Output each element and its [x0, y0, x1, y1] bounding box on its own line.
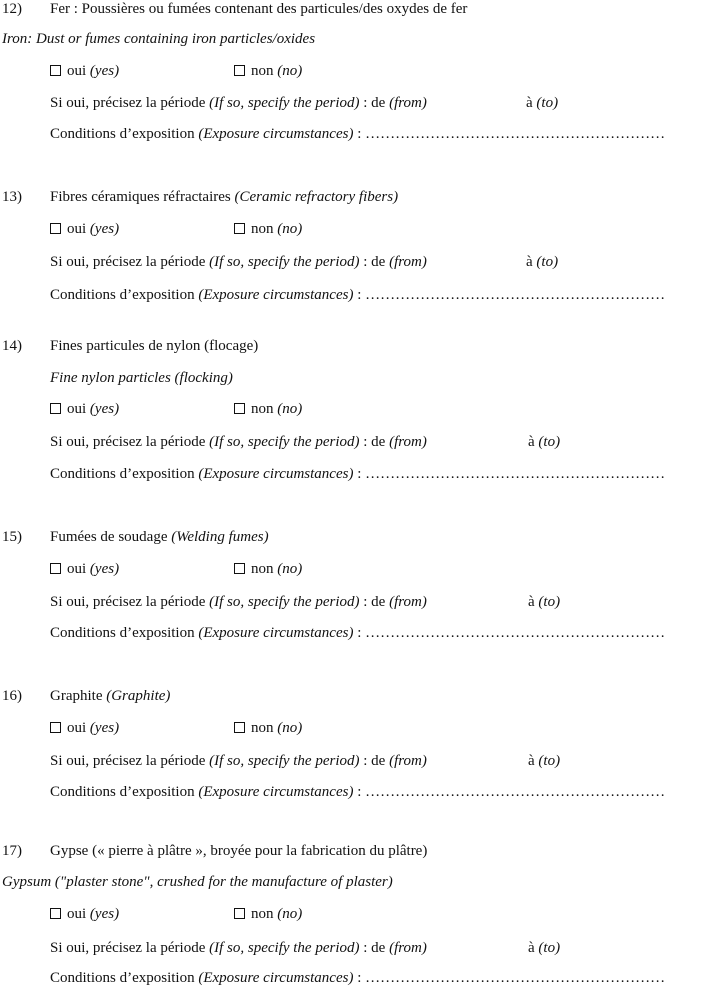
period-to[interactable]: à (to) [526, 95, 559, 111]
checkbox-yes[interactable] [50, 908, 61, 919]
item-number: 15) [2, 529, 22, 545]
item-title: Graphite (Graphite) [50, 688, 171, 704]
checkbox-yes[interactable] [50, 563, 61, 574]
period-to[interactable]: à (to) [526, 254, 559, 270]
yes-option[interactable]: oui (yes) [50, 220, 119, 238]
checkbox-yes[interactable] [50, 722, 61, 733]
conditions-line[interactable]: Conditions d’exposition (Exposure circumstances) : …………………………………………………… [50, 466, 666, 482]
conditions-line[interactable]: Conditions d’exposition (Exposure circumstances) : …………………………………………………… [50, 625, 666, 641]
item-number: 16) [2, 688, 22, 704]
conditions-line[interactable]: Conditions d’exposition (Exposure circumstances) : …………………………………………………… [50, 784, 666, 800]
item-title: Fibres céramiques réfractaires (Ceramic refractory fibers) [50, 189, 399, 205]
period-line: Si oui, précisez la période (If so, specify the period) : de (from) [50, 95, 427, 111]
item-title-english: Fine nylon particles (flocking) [50, 370, 233, 386]
item-number: 13) [2, 189, 22, 205]
item-title: Fumées de soudage (Welding fumes) [50, 529, 269, 545]
period-to[interactable]: à (to) [528, 940, 561, 956]
yes-option[interactable]: oui (yes) [50, 62, 119, 80]
item-number: 12) [2, 1, 22, 17]
item-title-english: Gypsum ("plaster stone", crushed for the manufacture of plaster) [2, 874, 393, 890]
period-line: Si oui, précisez la période (If so, specify the period) : de (from) [50, 753, 427, 769]
conditions-fill-line: …………………………………………………… [365, 126, 666, 142]
no-option[interactable]: non (no) [234, 400, 302, 418]
conditions-line[interactable]: Conditions d’exposition (Exposure circumstances) : …………………………………………………… [50, 126, 666, 142]
yes-option[interactable]: oui (yes) [50, 400, 119, 418]
conditions-fill-line: …………………………………………………… [365, 625, 666, 641]
conditions-fill-line: …………………………………………………… [365, 784, 666, 800]
item-title: Gypse (« pierre à plâtre », broyée pour la fabrication du plâtre) [50, 843, 428, 859]
item-number: 14) [2, 338, 22, 354]
period-to[interactable]: à (to) [528, 753, 561, 769]
checkbox-yes[interactable] [50, 65, 61, 76]
conditions-fill-line: …………………………………………………… [365, 287, 666, 303]
no-option[interactable]: non (no) [234, 905, 302, 923]
yes-option[interactable]: oui (yes) [50, 719, 119, 737]
checkbox-no[interactable] [234, 908, 245, 919]
period-line: Si oui, précisez la période (If so, specify the period) : de (from) [50, 254, 427, 270]
item-number: 17) [2, 843, 22, 859]
period-to[interactable]: à (to) [528, 594, 561, 610]
period-line: Si oui, précisez la période (If so, specify the period) : de (from) [50, 434, 427, 450]
period-line: Si oui, précisez la période (If so, specify the period) : de (from) [50, 940, 427, 956]
conditions-fill-line: …………………………………………………… [365, 970, 666, 986]
item-title: Fines particules de nylon (flocage) [50, 338, 259, 354]
period-line: Si oui, précisez la période (If so, specify the period) : de (from) [50, 594, 427, 610]
no-option[interactable]: non (no) [234, 220, 302, 238]
conditions-line[interactable]: Conditions d’exposition (Exposure circumstances) : …………………………………………………… [50, 287, 666, 303]
checkbox-no[interactable] [234, 563, 245, 574]
checkbox-no[interactable] [234, 65, 245, 76]
checkbox-no[interactable] [234, 403, 245, 414]
item-title: Fer : Poussières ou fumées contenant des particules/des oxydes de fer [50, 1, 468, 17]
yes-option[interactable]: oui (yes) [50, 560, 119, 578]
yes-option[interactable]: oui (yes) [50, 905, 119, 923]
no-option[interactable]: non (no) [234, 719, 302, 737]
conditions-fill-line: …………………………………………………… [365, 466, 666, 482]
checkbox-no[interactable] [234, 722, 245, 733]
item-title-english: Iron: Dust or fumes containing iron particles/oxides [2, 31, 316, 47]
no-option[interactable]: non (no) [234, 560, 302, 578]
no-option[interactable]: non (no) [234, 62, 302, 80]
checkbox-yes[interactable] [50, 223, 61, 234]
checkbox-no[interactable] [234, 223, 245, 234]
conditions-line[interactable]: Conditions d’exposition (Exposure circumstances) : …………………………………………………… [50, 970, 666, 986]
period-to[interactable]: à (to) [528, 434, 561, 450]
checkbox-yes[interactable] [50, 403, 61, 414]
